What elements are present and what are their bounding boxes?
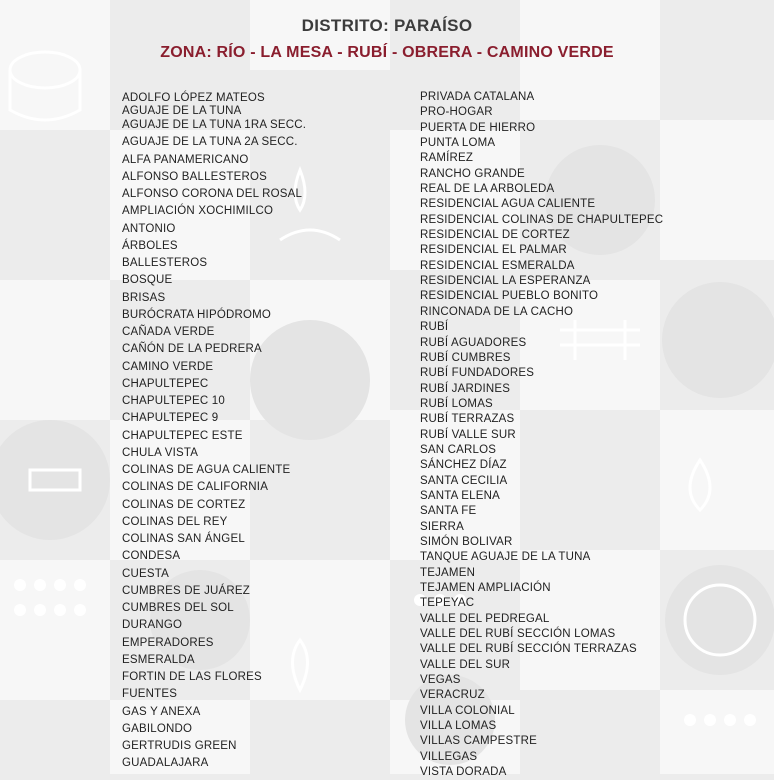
- list-item: RESIDENCIAL PUEBLO BONITO: [420, 290, 599, 303]
- list-item: CHAPULTEPEC ESTE: [122, 429, 243, 442]
- list-item: RUBÍ FUNDADORES: [420, 367, 535, 380]
- list-item: GUADALAJARA: [122, 757, 209, 770]
- list-item: FORTIN DE LAS FLORES: [122, 671, 262, 683]
- list-item: TEJAMEN: [420, 566, 476, 579]
- list-item: ESMERALDA: [122, 653, 195, 666]
- list-item: RINCONADA DE LA CACHO: [420, 305, 574, 318]
- list-item: ALFA PANAMERICANO: [122, 153, 249, 166]
- list-item: RUBÍ TERRAZAS: [420, 413, 515, 426]
- list-item: RUBÍ: [420, 321, 449, 334]
- list-item: BURÓCRATA HIPÓDROMO: [122, 308, 272, 321]
- list-item: CUMBRES DE JUÁREZ: [122, 584, 250, 597]
- list-item: CHULA VISTA: [122, 446, 199, 459]
- list-item: COLINAS DEL REY: [122, 515, 228, 528]
- list-item: SANTA ELENA: [420, 489, 500, 502]
- list-item: VILLA LOMAS: [420, 720, 497, 733]
- list-item: GABILONDO: [122, 722, 193, 735]
- left-column-list: [122, 90, 306, 773]
- list-item: RESIDENCIAL COLINAS DE CHAPULTEPEC: [420, 213, 664, 226]
- right-column-list: [420, 90, 663, 780]
- list-item: TEPEYAC: [420, 597, 475, 610]
- list-item: COLINAS DE CORTEZ: [122, 498, 246, 511]
- district-title: DISTRITO: PARAÍSO: [301, 16, 473, 35]
- list-item: ALFONSO BALLESTEROS: [122, 170, 268, 183]
- list-item: CHAPULTEPEC 9: [122, 412, 219, 425]
- list-item: AGUAJE DE LA TUNA 1RA SECC.: [122, 119, 307, 131]
- zone-title: ZONA: RÍO - LA MESA - RUBÍ - OBRERA - CAMINO VERDE: [160, 44, 614, 61]
- list-item: TEJAMEN AMPLIACIÓN: [420, 582, 551, 594]
- list-item: AMPLIACIÓN XOCHIMILCO: [122, 205, 274, 218]
- list-item: VALLE DEL PEDREGAL: [420, 612, 550, 625]
- list-item: COLINAS SAN ÁNGEL: [122, 533, 245, 545]
- list-item: RUBÍ JARDINES: [420, 382, 511, 395]
- list-item: PUNTA LOMA: [420, 137, 496, 150]
- list-item: CAÑÓN DE LA PEDRERA: [122, 343, 262, 356]
- list-item: GAS Y ANEXA: [122, 705, 201, 718]
- list-item: EMPERADORES: [122, 636, 214, 649]
- list-item: AGUAJE DE LA TUNA: [122, 104, 242, 117]
- list-item: ÁRBOLES: [122, 239, 178, 252]
- list-item: COLINAS DE CALIFORNIA: [122, 481, 269, 494]
- list-item: PRIVADA CATALANA: [420, 91, 535, 103]
- list-item: BOSQUE: [122, 274, 173, 287]
- list-item: RAMÍREZ: [420, 152, 474, 165]
- list-item: REAL DE LA ARBOLEDA: [420, 183, 555, 196]
- list-item: RUBÍ CUMBRES: [420, 351, 511, 364]
- list-item: DURANGO: [122, 619, 183, 632]
- list-item: ALFONSO CORONA DEL ROSAL: [122, 188, 303, 200]
- list-item: RANCHO GRANDE: [420, 167, 525, 180]
- list-item: RUBÍ LOMAS: [420, 397, 493, 410]
- list-item: PRO-HOGAR: [420, 106, 493, 119]
- list-item: CUMBRES DEL SOL: [122, 602, 234, 614]
- list-item: RESIDENCIAL LA ESPERANZA: [420, 275, 591, 288]
- list-item: ADOLFO LÓPEZ MATEOS: [122, 92, 265, 104]
- list-item: SANTA CECILIA: [420, 474, 508, 487]
- list-item: GERTRUDIS GREEN: [122, 740, 237, 752]
- list-item: RESIDENCIAL EL PALMAR: [420, 244, 567, 257]
- list-item: VERACRUZ: [420, 689, 485, 702]
- list-item: CONDESA: [122, 550, 181, 563]
- list-item: SANTA FE: [420, 505, 477, 518]
- list-item: VILLAS CAMPESTRE: [420, 735, 537, 748]
- list-item: CAMINO VERDE: [122, 360, 214, 373]
- list-item: SAN CARLOS: [420, 443, 497, 456]
- list-item: SIMÓN BOLIVAR: [420, 535, 513, 548]
- list-item: BRISAS: [122, 291, 166, 304]
- list-item: RUBÍ VALLE SUR: [420, 428, 516, 441]
- list-item: RESIDENCIAL ESMERALDA: [420, 259, 575, 272]
- list-item: TANQUE AGUAJE DE LA TUNA: [420, 551, 591, 564]
- list-item: ANTONIO: [122, 222, 176, 235]
- list-item: RESIDENCIAL DE CORTEZ: [420, 229, 570, 242]
- list-item: VILLA COLONIAL: [420, 704, 515, 717]
- list-item: FUENTES: [122, 688, 178, 701]
- list-item: BALLESTEROS: [122, 257, 208, 269]
- list-item: CHAPULTEPEC 10: [122, 395, 225, 407]
- list-item: VALLE DEL RUBÍ SECCIÓN LOMAS: [420, 628, 616, 641]
- list-item: CHAPULTEPEC: [122, 377, 209, 390]
- list-item: CAÑADA VERDE: [122, 326, 215, 338]
- list-item: VEGAS: [420, 674, 461, 687]
- list-item: AGUAJE DE LA TUNA 2A SECC.: [122, 136, 298, 149]
- list-item: SIERRA: [420, 520, 465, 533]
- list-item: RUBÍ AGUADORES: [420, 336, 527, 349]
- list-item: VISTA DORADA: [420, 766, 507, 779]
- list-item: SÁNCHEZ DÍAZ: [420, 459, 507, 472]
- list-item: PUERTA DE HIERRO: [420, 121, 536, 134]
- list-item: VALLE DEL RUBÍ SECCIÓN TERRAZAS: [420, 643, 637, 656]
- list-item: VILLEGAS: [420, 750, 478, 763]
- list-item: VALLE DEL SUR: [420, 658, 511, 671]
- list-item: RESIDENCIAL AGUA CALIENTE: [420, 198, 596, 211]
- list-item: COLINAS DE AGUA CALIENTE: [122, 464, 291, 476]
- list-item: CUESTA: [122, 567, 169, 580]
